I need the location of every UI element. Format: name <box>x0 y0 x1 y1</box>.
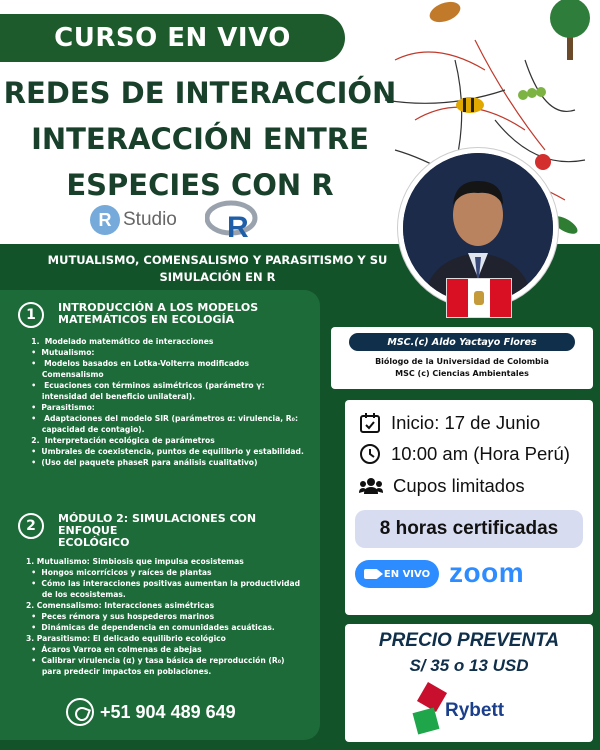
list-item: 2. Comensalismo: Interacciones asimétricas <box>26 601 215 610</box>
list-item: • Dinámicas de dependencia en comunidades acuáticas. <box>26 623 275 632</box>
list-item: capacidad de contagio). <box>26 425 145 434</box>
instructor-line-1: Biólogo de la Universidad de Colombia <box>375 357 549 366</box>
rybett-logo <box>411 686 531 736</box>
list-item: 2. Interpretación ecológica de parámetros <box>26 436 215 445</box>
subtitle-line-2: SIMULACIÓN EN R <box>159 270 276 284</box>
tree-icon <box>550 0 590 60</box>
rybett-brand-text: Rybett <box>445 700 505 721</box>
list-item: • Parasitismo: <box>26 403 95 412</box>
ladybug-icon <box>535 154 551 170</box>
whatsapp-icon <box>66 698 94 726</box>
seats-row <box>359 475 525 497</box>
price-title: PRECIO PREVENTA <box>378 630 560 651</box>
price-value: S/ 35 o 13 USD <box>409 656 529 675</box>
rstudio-logo-text: Studio <box>123 209 177 230</box>
list-item: intensidad del beneficio unilateral). <box>26 392 196 401</box>
price-card <box>345 624 593 742</box>
phone-number: +51 904 489 649 <box>100 701 236 722</box>
title-line-3: ESPECIES CON R <box>66 168 334 202</box>
list-item: • (Uso del paquete phaseR para análisis cualitativo) <box>26 458 258 467</box>
list-item: de los ecosistemas. <box>26 590 126 599</box>
list-item: 1. Mutualismo: Simbiosis que impulsa ecosistemas <box>26 557 244 566</box>
list-item: para predecir impactos en poblaciones. <box>26 667 212 676</box>
course-subtitle <box>40 252 395 286</box>
list-item: • Umbrales de coexistencia, puntos de equilibrio y estabilidad. <box>26 447 304 456</box>
module-1-number: 1 <box>18 302 44 328</box>
list-item: • Mutualismo: <box>26 348 95 357</box>
start-date: Inicio: 17 de Junio <box>391 412 541 433</box>
module-1-title-line-2: MATEMÁTICOS EN ECOLOGÍA <box>58 313 235 326</box>
module-2-number: 2 <box>18 513 44 539</box>
title-line-1: REDES DE INTERACCIÓN <box>3 76 397 110</box>
list-item: • Ecuaciones con términos asimétricos (parámetro γ: <box>26 381 265 390</box>
module-2-title-line-2: ECOLÓGICO <box>58 536 130 549</box>
list-item: • Cómo las interacciones positivas aumentan la productividad <box>26 579 301 588</box>
module-2-list <box>26 556 300 677</box>
clock-icon <box>359 443 381 465</box>
list-item: • Hongos micorrícicos y raíces de plantas <box>26 568 212 577</box>
live-zoom-button[interactable] <box>355 560 439 588</box>
module-1-list <box>26 336 304 468</box>
list-item: • Ácaros Varroa en colmenas de abejas <box>26 645 202 654</box>
r-language-logo <box>205 200 261 240</box>
module-2-header <box>18 513 308 549</box>
users-icon <box>359 477 383 495</box>
live-course-badge <box>0 14 345 62</box>
module-2-title-line-1: MÓDULO 2: SIMULACIONES CON ENFOQUE <box>58 512 257 537</box>
page-title <box>0 70 400 208</box>
r-logo-letter: R <box>227 211 249 240</box>
list-item: • Adaptaciones del modelo SIR (parámetros α: virulencia, R₀: <box>26 414 298 423</box>
rstudio-logo <box>90 203 177 237</box>
module-1-title <box>58 302 308 326</box>
list-item: • Calibrar virulencia (α) y tasa básica de reproducción (R₀) <box>26 656 285 665</box>
list-item: Comensalismo <box>26 370 104 379</box>
zoom-logo: zoom <box>449 557 525 588</box>
time-row <box>359 443 570 465</box>
calendar-check-icon <box>359 412 381 434</box>
module-1-title-line-1: INTRODUCCIÓN A LOS MODELOS <box>58 301 259 314</box>
live-course-badge-text: CURSO EN VIVO <box>54 23 291 53</box>
subtitle-line-1: MUTUALISMO, COMENSALISMO Y PARASITISMO Y SU <box>47 253 388 267</box>
module-2-title <box>58 513 308 549</box>
bee-icon <box>456 97 484 113</box>
list-item: 3. Parasitismo: El delicado equilibrio ecológico <box>26 634 226 643</box>
list-item: 1. Modelado matemático de interacciones <box>26 337 214 346</box>
start-date-row <box>359 412 540 434</box>
list-item: • Peces rémora y sus hospederos marinos <box>26 612 215 621</box>
video-camera-icon <box>364 569 378 579</box>
module-1-header <box>18 302 308 328</box>
seats-limited: Cupos limitados <box>393 475 525 496</box>
caterpillar-icon <box>518 87 546 100</box>
whatsapp-contact[interactable] <box>66 698 236 726</box>
title-line-2: INTERACCIÓN ENTRE <box>31 122 369 156</box>
list-item: • Modelos basados en Lotka-Volterra modificados <box>26 359 250 368</box>
start-time: 10:00 am (Hora Perú) <box>391 443 570 464</box>
instructor-card <box>331 327 593 389</box>
instructor-name: MSC.(c) Aldo Yactayo Flores <box>349 333 575 351</box>
instructor-line-2: MSC (c) Ciencias Ambientales <box>395 369 529 378</box>
peru-flag-icon <box>446 278 512 318</box>
live-label: EN VIVO <box>383 568 431 580</box>
rstudio-ball-icon: R <box>90 205 120 235</box>
certified-hours-badge: 8 horas certificadas <box>355 510 583 548</box>
course-info-card <box>345 400 593 615</box>
leaf-icon <box>427 0 463 26</box>
